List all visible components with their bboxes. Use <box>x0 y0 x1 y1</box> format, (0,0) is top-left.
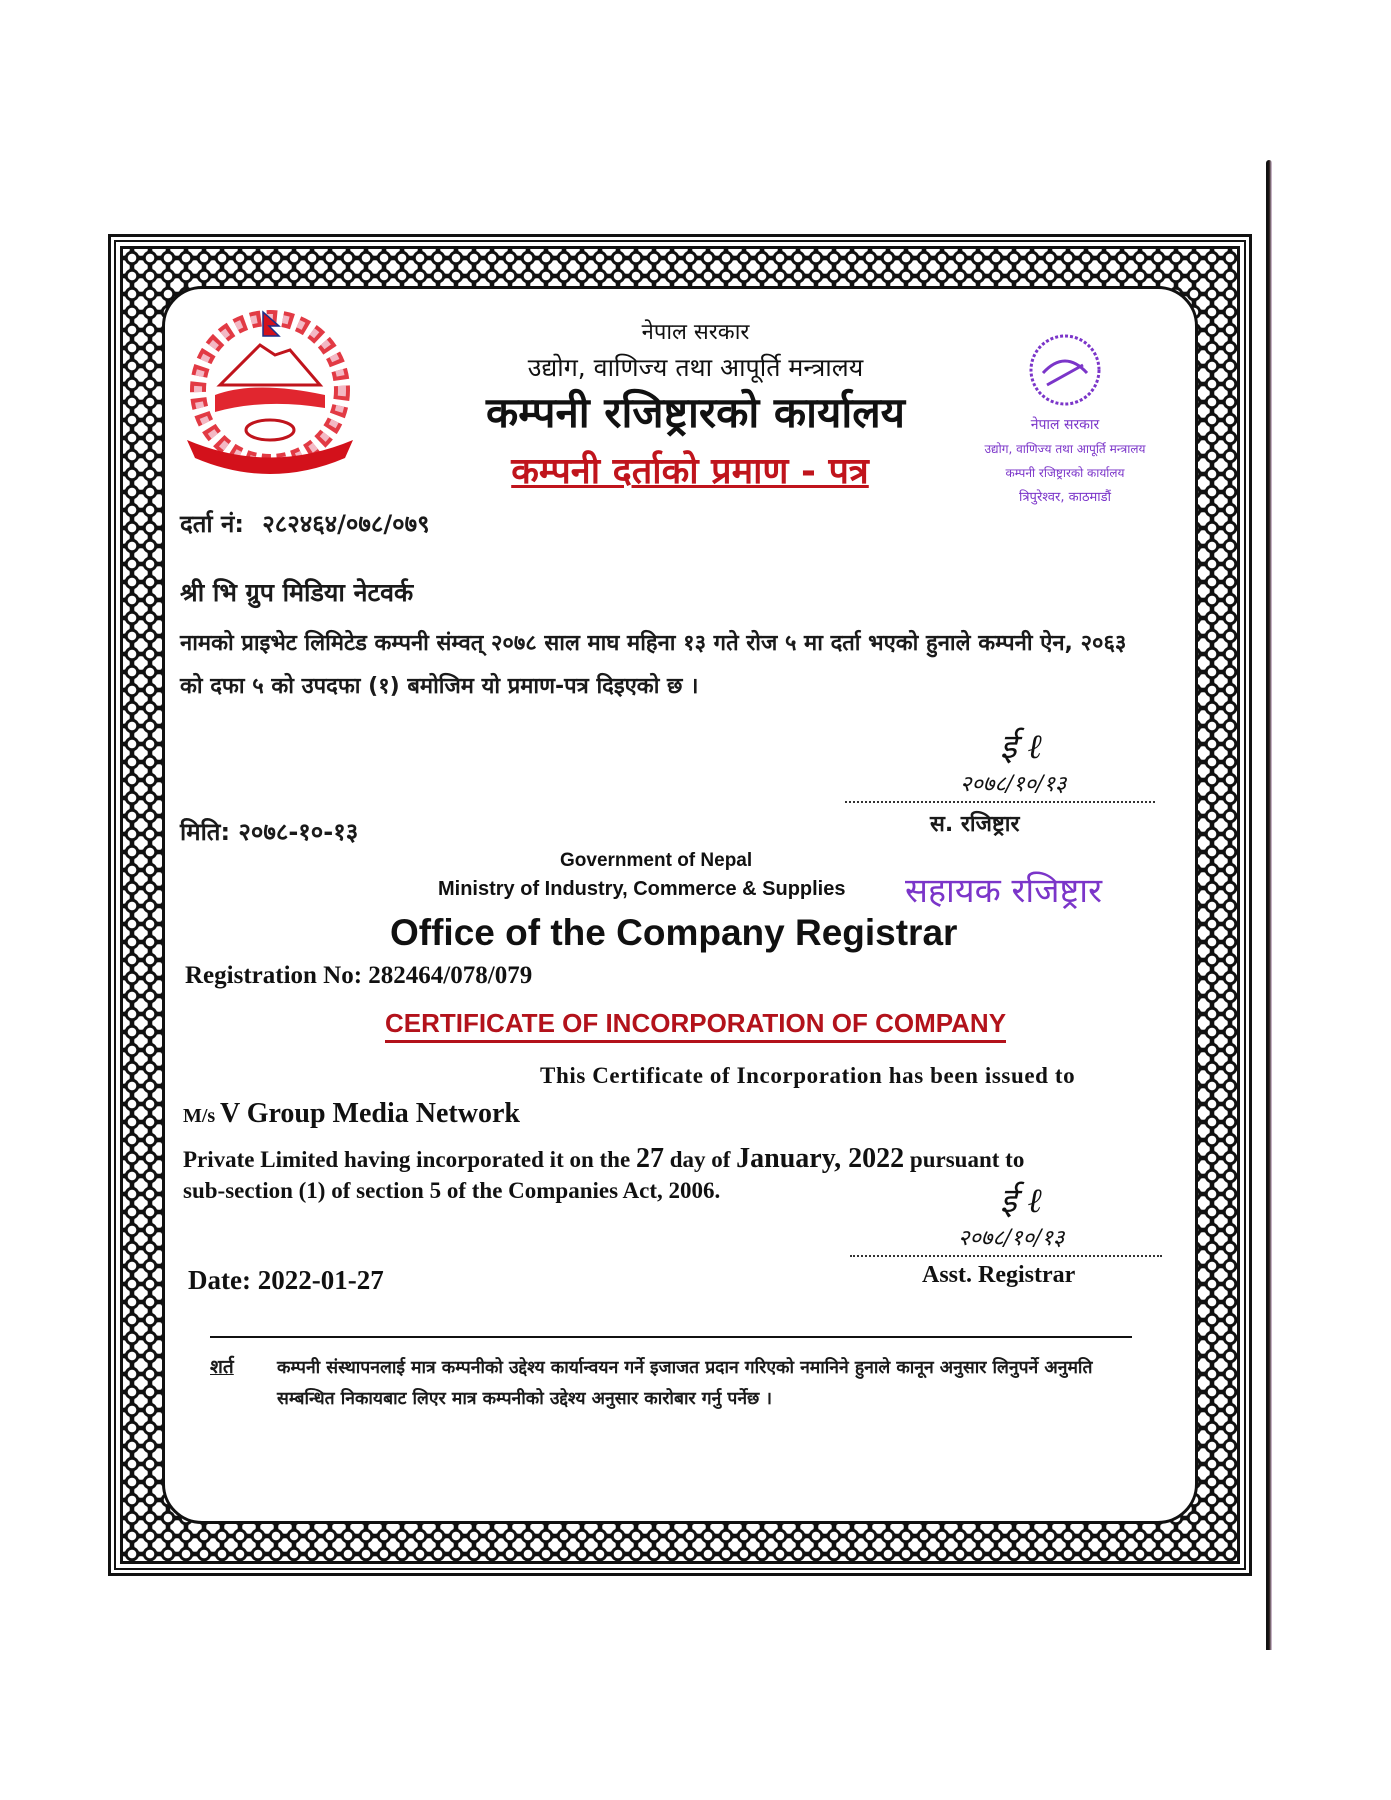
english-ms-prefix: M/s <box>183 1105 216 1127</box>
english-issued-to: This Certificate of Incorporation has been issued to <box>540 1063 1076 1088</box>
nepali-registration-label: दर्ता नं: <box>180 510 244 538</box>
condition-label: शर्त <box>210 1356 234 1378</box>
english-registration-number: Registration No: 282464/078/079 <box>185 962 533 989</box>
nepali-office-heading: कम्पनी रजिष्ट्रारको कार्यालय <box>485 388 906 437</box>
english-body-line-2: sub-section (1) of section 5 of the Companies Act, 2006. <box>183 1178 721 1203</box>
english-ministry-heading: Ministry of Industry, Commerce & Supplies <box>438 878 846 900</box>
english-incorporation-month-year: January, 2022 <box>736 1143 905 1174</box>
signature-date-nepali: २०७८/१०/१३ <box>960 772 1067 797</box>
condition-divider <box>210 1336 1132 1338</box>
nepali-government-heading: नेपाल सरकार <box>641 320 750 345</box>
nepali-registration-number <box>180 507 430 540</box>
stamp-line-2: उद्योग, वाणिज्य तथा आपूर्ति मन्त्रालय <box>984 442 1146 456</box>
english-body-part1: Private Limited having incorporated it on the <box>183 1147 636 1172</box>
stamp-line-3: कम्पनी रजिष्ट्रारको कार्यालय <box>1005 466 1125 480</box>
english-certificate-title-text: CERTIFICATE OF INCORPORATION OF COMPANY <box>385 1008 1006 1043</box>
english-body-line-1 <box>183 1143 1024 1175</box>
english-date: Date: 2022-01-27 <box>188 1265 384 1295</box>
signature-mark-english: ई ℓ <box>1000 1181 1042 1221</box>
english-incorporation-day: 27 <box>635 1143 664 1174</box>
nepali-certificate-title: कम्पनी दर्ताको प्रमाण - पत्र <box>511 451 869 492</box>
english-government-heading: Government of Nepal <box>560 850 753 871</box>
signature-date-english: २०७८/१०/१३ <box>958 1226 1065 1251</box>
english-signatory-title: Asst. Registrar <box>922 1262 1076 1288</box>
nepali-date: मिति: २०७८-१०-१३ <box>180 818 359 846</box>
nepali-body-text: नामको प्राइभेट लिमिटेड कम्पनी संम्वत् २०७८ साल माघ महिना १३ गते रोज ५ मा दर्ता भएको हुनाले कम्पनी ऐन, २०६३ को दफा ५ को उपदफा (१) बमोजिम यो प्रमाण-पत्र दिइएको छ । <box>180 631 1127 699</box>
nepali-ministry-heading: उद्योग, वाणिज्य तथा आपूर्ति मन्त्रालय <box>527 353 864 382</box>
signature-line-nepali <box>845 801 1155 803</box>
nepali-company-name: श्री भि ग्रुप मिडिया नेटवर्क <box>180 578 414 607</box>
condition-text: कम्पनी संस्थापनलाई मात्र कम्पनीको उद्देश्य कार्यान्वयन गर्ने इजाजत प्रदान गरिएको नमानिने हुनाले कानून अनुसार लिनुपर्ने अनुमति सम्बन्धित निकायबाट लिएर मात्र कम्पनीको उद्देश्य अनुसार कारोबार गर्नु पर्नेछ । <box>277 1358 1093 1409</box>
nepali-signatory-title: स. रजिष्ट्रार <box>930 812 1020 837</box>
assistant-registrar-stamp: सहायक रजिष्ट्रार <box>905 871 1102 911</box>
signature-mark-nepali: ई ℓ <box>1000 727 1042 767</box>
stamp-line-1: नेपाल सरकार <box>1030 417 1100 433</box>
english-body-part3: pursuant to <box>904 1147 1025 1172</box>
stamp-line-4: त्रिपुरेश्वर, काठमाडौं <box>1019 490 1111 505</box>
english-body-part2: day of <box>663 1147 737 1172</box>
english-certificate-title <box>0 1008 1391 1039</box>
nepali-registration-value: २८२४६४/०७८/०७९ <box>262 510 430 538</box>
signature-line-english <box>850 1255 1162 1257</box>
english-company-name: V Group Media Network <box>220 1098 520 1129</box>
english-office-heading: Office of the Company Registrar <box>390 912 958 953</box>
